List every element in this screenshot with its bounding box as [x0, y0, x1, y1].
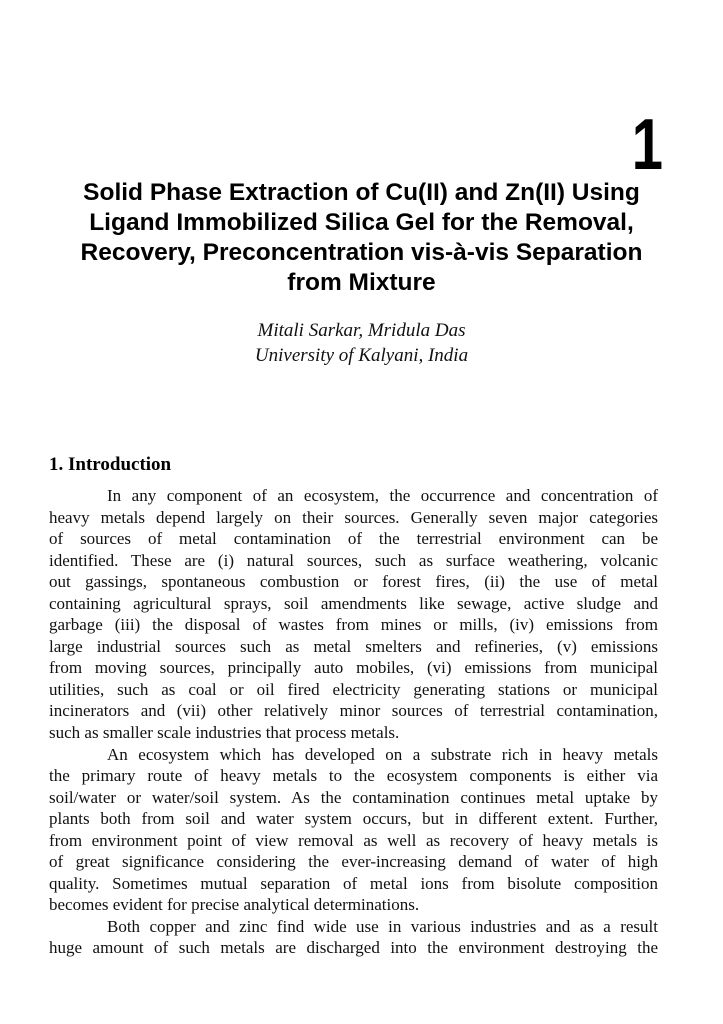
text-line: In any component of an ecosystem, the occurrence and concentration of [107, 486, 658, 505]
chapter-title-line: Recovery, Preconcentration vis-à-vis Separation [80, 239, 643, 266]
chapter-title-line: Ligand Immobilized Silica Gel for the Removal, [89, 209, 634, 236]
text-line: garbage (iii) the disposal of wastes from mines or mills, (iv) emissions from [49, 615, 658, 635]
text-line: utilities, such as coal or oil fired electricity generating stations or municipal [49, 679, 658, 699]
body-text [49, 485, 658, 959]
chapter-number: 1 [631, 105, 663, 185]
chapter-title [40, 178, 683, 298]
text-line: from environment point of view removal as well as recovery of heavy metals is [49, 830, 658, 850]
text-line: such as smaller scale industries that process metals. [49, 723, 400, 743]
affiliation: University of Kalyani, India [254, 345, 469, 366]
text-line: identified. These are (i) natural sources, such as surface weathering, volcanic [49, 550, 658, 570]
authors: Mitali Sarkar, Mridula Das [257, 320, 466, 341]
text-line: heavy metals depend largely on their sources. Generally seven major categories [49, 507, 658, 527]
text-line: huge amount of such metals are discharged into the environment destroying the [49, 938, 658, 958]
text-line: out gassings, spontaneous combustion or forest fires, (ii) the use of metal [49, 572, 658, 592]
text-line: of sources of metal contamination of the terrestrial environment can be [49, 529, 658, 549]
text-line: Both copper and zinc find wide use in various industries and as a result [107, 916, 658, 936]
text-line: incinerators and (vii) other relatively minor sources of terrestrial contamination, [49, 701, 658, 721]
text-line: the primary route of heavy metals to the ecosystem components is either via [49, 766, 658, 786]
chapter-title-line: Solid Phase Extraction of Cu(II) and Zn(II) Using [83, 179, 640, 206]
text-line: soil/water or water/soil system. As the contamination continues metal uptake by [49, 787, 658, 807]
text-line: quality. Sometimes mutual separation of metal ions from bisolute composition [49, 873, 658, 893]
text-line: large industrial sources such as metal smelters and refineries, (v) emissions [49, 636, 658, 656]
chapter-title-line: from Mixture [287, 269, 436, 296]
text-line: An ecosystem which has developed on a substrate rich in heavy metals [107, 744, 658, 764]
text-line: containing agricultural sprays, soil amendments like sewage, active sludge and [49, 593, 658, 613]
section-heading: 1. Introduction [49, 454, 172, 475]
text-line: becomes evident for precise analytical determinations. [49, 895, 420, 915]
author-info [0, 318, 723, 368]
text-line: from moving sources, principally auto mobiles, (vi) emissions from municipal [49, 658, 658, 678]
text-line: of great significance considering the ever-increasing demand of water of high [49, 852, 658, 872]
text-line: plants both from soil and water system occurs, but in different extent. Further, [49, 809, 658, 829]
